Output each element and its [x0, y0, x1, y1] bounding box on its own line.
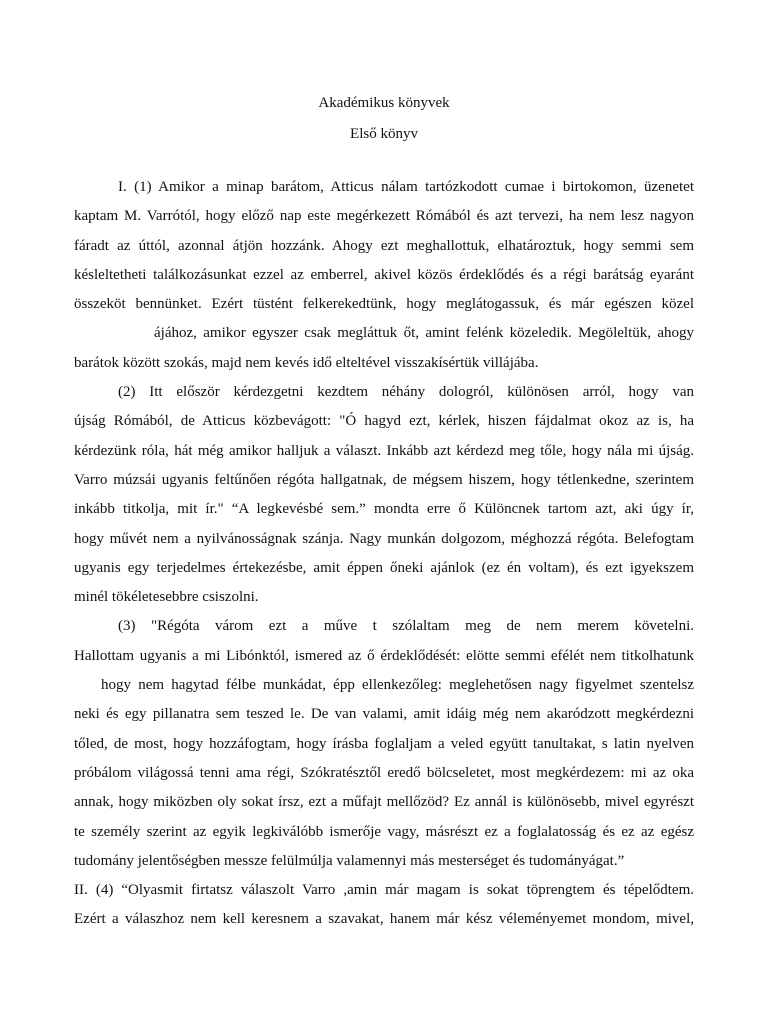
text-line: összeköt bennünket. Ezért tüstént felkerekedtünk, hogy meglátogassuk, és már egészen közel [74, 296, 694, 313]
text-line: Hallottam ugyanis a mi Libónktól, ismered az ő érdeklődését: elötte semmi efélét nem titkolhatunk [74, 647, 694, 664]
text-line: hogy művét nem a nyilvánosságnak szánja. Nagy munkán dolgozom, méghozzá régóta. Belefogtam [74, 530, 694, 547]
book-title: Első könyv [350, 126, 418, 142]
text-line: minél tökéletesebbre csiszolni. [74, 589, 259, 606]
text-line: inkább titkolja, mit ír." “A legkevésbé sem.” mondta erre ő Különcnek tartom azt, aki úgy ír, [74, 501, 694, 518]
text-line: Ezért a válaszhoz nem kell keresnem a szavakat, hanem már kész véleményemet mondom, mivel, [74, 911, 694, 928]
text-line: II. (4) “Olyasmit firtatsz válaszolt Varro ,amin már magam is sokat töprengtem és tépelődtem. [74, 882, 694, 899]
text-line: késleltetheti találkozásunkat ezzel az emberrel, akivel közös érdeklődés és a régi barátság eyaránt [74, 266, 694, 283]
text-line: te személy szerint az egyik legkiválóbb ismerője vagy, másrészt ez a foglalatosság és ez az egész [74, 823, 694, 840]
spacer [74, 150, 694, 173]
text-line: barátok között szokás, majd nem kevés idő elteltével visszakísértük villájába. [74, 354, 539, 371]
text-line: hogy nem hagytad félbe munkádat, épp ellenkezőleg: meglehetősen nagy figyelmet szentelsz [101, 677, 694, 694]
text-line: kaptam M. Varrótól, hogy előző nap este megérkezett Rómából és azt tervezi, ha nem lesz nagyon [74, 208, 694, 225]
text-line: tőled, de most, hogy hozzáfogtam, hogy írásba foglaljam a veled együtt tanultakat, s latin nyelven [74, 735, 694, 752]
text-line: tudomány jelentőségben messze felülmúlja valamennyi más mesterséget és tudományágat.” [74, 852, 625, 869]
text-line: annak, hogy miközben oly sokat írsz, ezt a műfajt mellőzöd? Ez annál is különösebb, mivel egyrészt [74, 794, 694, 811]
document-title: Akadémikus könyvek [318, 95, 450, 111]
text-line: ájához, amikor egyszer csak megláttuk őt, amint felénk közeledik. Megöleltük, ahogy [154, 325, 694, 342]
text-line: próbálom világossá tenni ama régi, Szókratésztől eredő bölcseletet, most megkérdezem: mi az oka [74, 764, 694, 781]
document-body [74, 173, 694, 935]
text-line: (2) Itt először kérdezgetni kezdtem néhány dologról, különösen arról, hogy van [118, 384, 694, 401]
text-line: ugyanis egy terjedelmes értekezésbe, amit éppen őneki ajánlok (ez én voltam), és ezt igyekszem [74, 559, 694, 576]
text-line: fáradt az úttól, azonnal átjön hozzánk. Ahogy ezt meghallottuk, elhatároztuk, hogy semmi sem [74, 237, 694, 254]
text-line: kérdezünk róla, hát még amikor halljuk a választ. Inkább azt kérdezd meg tőle, hogy nála mi újság. [74, 442, 694, 459]
text-line: Varro múzsái ugyanis feltűnően régóta hallgatnak, de mégsem hiszem, hogy tétlenkedne, szerintem [74, 471, 694, 488]
text-line: neki és egy pillanatra sem teszed le. De van valami, amit idáig még nem akaródzott megkérdezni [74, 706, 694, 723]
text-line: I. (1) Amikor a minap barátom, Atticus nálam tartózkodott cumae i birtokomon, üzenetet [118, 179, 694, 195]
text-line: (3) "Régóta várom ezt a műve t szólaltam meg de nem merem követelni. [118, 618, 694, 635]
text-line: újság Rómából, de Atticus közbevágott: "Ó hagyd ezt, kérlek, hiszen fájdalmat okoz az is, ha [74, 413, 694, 430]
